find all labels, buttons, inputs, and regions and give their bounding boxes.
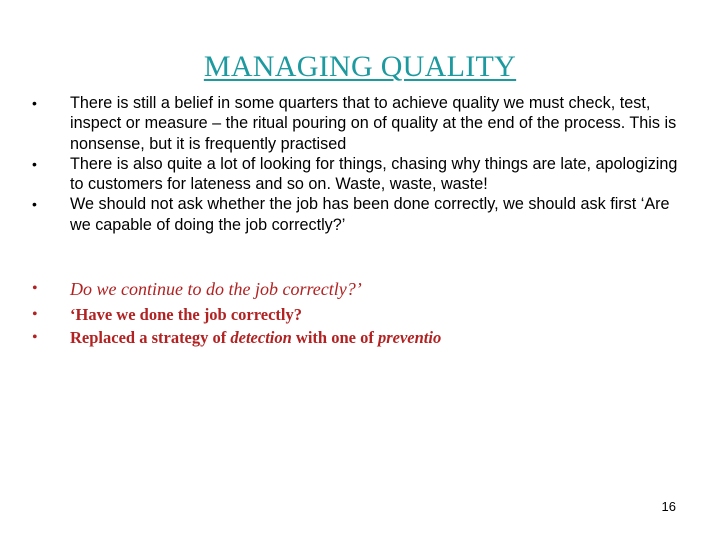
slide-title-text: MANAGING QUALITY (203, 50, 517, 83)
bullet-text-prefix: Replaced a strategy of (70, 328, 231, 347)
list-item (32, 154, 692, 195)
bullet-dot-icon: • (32, 95, 37, 111)
page-number: 16 (661, 499, 676, 514)
list-item (32, 326, 692, 349)
slide-title (0, 48, 720, 86)
bullet-text-detection: detection (230, 328, 292, 347)
bullet-text: Do we continue to do the job correctly?’ (70, 279, 362, 299)
black-bullet-list (32, 93, 692, 235)
bullet-text: There is still a belief in some quarters that to achieve quality we must check, test, inspect or measure – the ritual pouring on of quality at the end of the process. This is nonsense, but it is frequently practised (70, 94, 677, 153)
list-item (32, 194, 692, 235)
list-item (32, 303, 692, 326)
bullet-text-middle: with one of (291, 328, 378, 347)
bullet-text: We should not ask whether the job has been done correctly, we should ask first ‘Are we capable of doing the job correctly?’ (70, 195, 670, 234)
bullet-text: There is also quite a lot of looking for things, chasing why things are late, apologizing to customers for lateness and so on. Waste, waste, waste! (70, 154, 678, 194)
red-bullet-list (32, 275, 692, 349)
bullet-dot-icon: • (32, 196, 37, 213)
bullet-dot-icon: • (32, 329, 38, 346)
bullet-dot-icon: • (32, 280, 38, 297)
bullet-text-prevention: preventio (377, 328, 442, 347)
list-item (32, 93, 692, 154)
bullet-dot-icon: • (32, 155, 37, 172)
bullet-dot-icon: • (32, 306, 38, 323)
bullet-text: ‘Have we done the job correctly? (70, 305, 303, 324)
list-item (32, 275, 692, 303)
